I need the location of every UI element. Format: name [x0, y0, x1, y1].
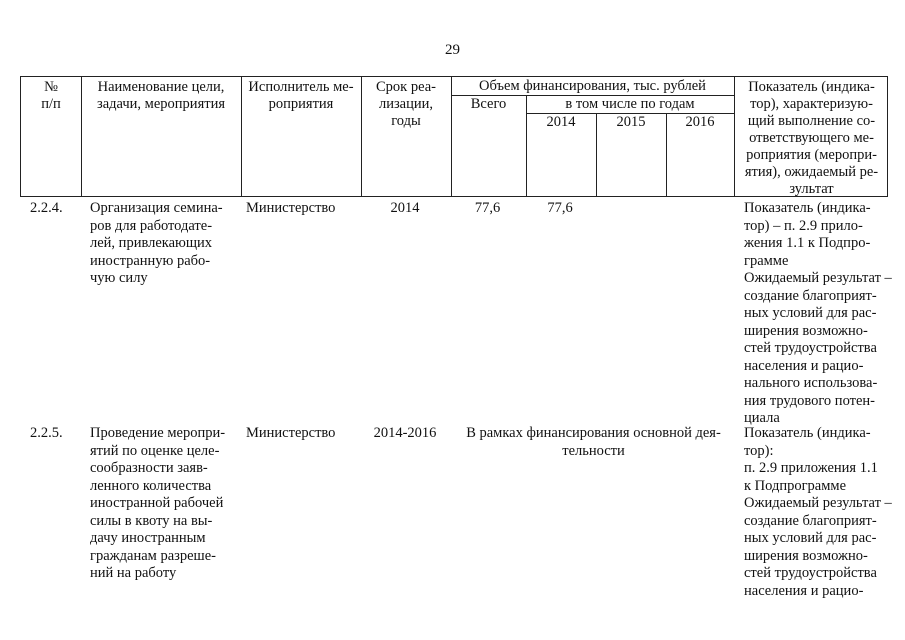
header-funding: Объем финансирования, тыс. рублей: [479, 78, 706, 94]
row-name: Проведение меропри- ятий по оценке целе- сообразности заяв- ленного количества иностранной рабочей силы в квоту на вы- дачу иностранным гражданам разреше- ний на работу: [90, 425, 226, 581]
row-term: 2014: [390, 200, 420, 216]
row-funding-note: В рамках финансирования основной дея- тельности: [466, 425, 721, 459]
header-name: Наименование цели, задачи, мероприятия: [96, 79, 225, 112]
row-executor: Министерство: [246, 425, 336, 441]
row-num: 2.2.5.: [30, 425, 63, 441]
header-total: Всего: [470, 96, 507, 112]
header-executor: Исполнитель ме- роприятия: [248, 79, 354, 112]
header-num: № п/п: [41, 79, 61, 112]
table-header: [20, 76, 888, 197]
header-indicator: Показатель (индика- тор), характеризую- щий выполнение со- ответствующего ме- роприятия (меропри- ятия), ожидаемый ре- зультат: [744, 79, 879, 197]
page-number: 29: [445, 42, 460, 58]
row-indicator: Показатель (индика- тор) – п. 2.9 прило- жения 1.1 к Подпро- грамме Ожидаемый результат – создание благоприят- ных условий для рас- ширения возможно- стей трудоустройства населения и рацио- нального использова- ния трудового потен- циала: [744, 200, 892, 426]
row-indicator: Показатель (индика- тор): п. 2.9 приложения 1.1 к Подпрограмме Ожидаемый результат – создание благоприят- ных условий для рас- ширения возможно- стей трудоустройства населения и рацио-: [744, 425, 892, 599]
header-term: Срок реа- лизации, годы: [376, 79, 436, 129]
row-term: 2014-2016: [373, 425, 437, 441]
header-by-years: в том числе по годам: [565, 96, 695, 112]
header-year-2016: 2016: [685, 114, 715, 130]
row-year-2014: 77,6: [547, 200, 573, 216]
row-name: Организация семина- ров для работодате- лей, привлекающих иностранную рабо- чую силу: [90, 200, 223, 286]
header-year-2014: 2014: [546, 114, 576, 130]
row-executor: Министерство: [246, 200, 336, 216]
header-year-2015: 2015: [616, 114, 646, 130]
row-total: 77,6: [474, 200, 501, 216]
row-num: 2.2.4.: [30, 200, 63, 216]
